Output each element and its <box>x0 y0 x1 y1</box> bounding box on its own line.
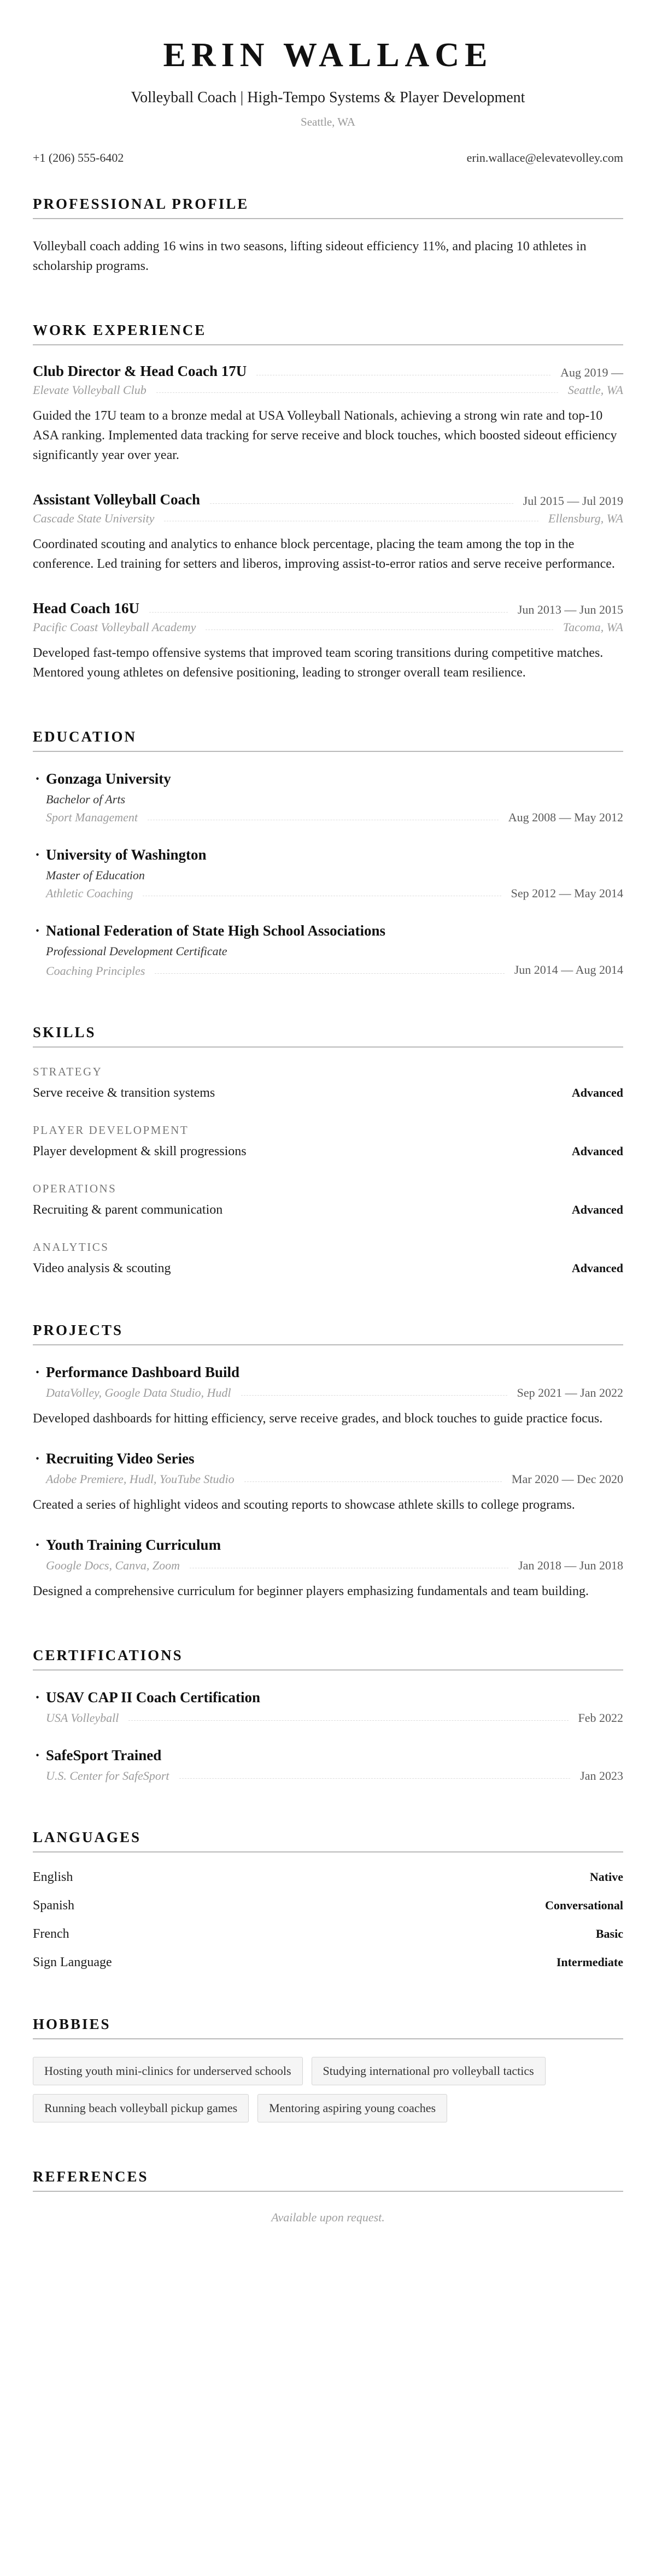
skill-category: PLAYER DEVELOPMENT <box>33 1123 189 1137</box>
project-name: · Performance Dashboard Build <box>33 1363 396 1382</box>
certification-name: · USAV CAP II Coach Certification <box>33 1688 396 1707</box>
skill-level: Advanced <box>571 1144 623 1158</box>
job-title-row <box>33 600 623 617</box>
section-heading-skills: SKILLS <box>33 1024 623 1048</box>
certification-entry <box>33 1688 623 1725</box>
project-description: Created a series of highlight videos and scouting reports to showcase athlete skills to college programs. <box>33 1498 575 1513</box>
profile-summary: Volleyball coach adding 16 wins in two seasons, lifting sideout efficiency 11%, and placing 10 athletes in scholarship programs. <box>33 239 587 273</box>
section-projects <box>33 1322 623 1601</box>
section-heading-hobbies: HOBBIES <box>33 2016 623 2039</box>
education-school: · University of Washington <box>33 845 396 864</box>
skill-group <box>33 1065 623 1101</box>
certification-issuer: USA Volleyball <box>46 1711 119 1725</box>
job-location: Seattle, WA <box>567 383 623 397</box>
language-name: Sign Language <box>33 1955 112 1970</box>
education-date: Aug 2008 — May 2012 <box>508 810 623 825</box>
education-date: Sep 2012 — May 2014 <box>511 886 623 901</box>
language-row <box>33 1898 623 1913</box>
job-date: Aug 2019 — <box>560 366 623 379</box>
project-description: Developed dashboards for hitting efficiency, serve receive grades, and block touches to guide practice focus. <box>33 1411 603 1426</box>
job-location: Tacoma, WA <box>563 620 623 634</box>
project-date: Jan 2018 — Jun 2018 <box>518 1558 623 1573</box>
hobby-chip: Hosting youth mini-clinics for underserved schools <box>33 2057 303 2085</box>
job-description: Developed fast-tempo offensive systems that improved team scoring transitions during competitive matches. Mentored young athletes on defensive positioning, leading to stronger overall team resilience. <box>33 646 604 680</box>
skill-name: Video analysis & scouting <box>33 1261 171 1275</box>
skill-category: OPERATIONS <box>33 1181 117 1195</box>
section-heading-projects: PROJECTS <box>33 1322 623 1345</box>
project-name: · Recruiting Video Series <box>33 1449 396 1468</box>
resume-title: Volleyball Coach | High-Tempo Systems & Player Development <box>131 89 525 106</box>
project-meta-row <box>33 1472 623 1486</box>
email-address: erin.wallace@elevatevolley.com <box>466 151 623 164</box>
section-heading-certifications: CERTIFICATIONS <box>33 1647 623 1671</box>
project-description: Designed a comprehensive curriculum for beginner players emphasizing fundamentals and team building. <box>33 1584 589 1599</box>
hobby-chip: Running beach volleyball pickup games <box>33 2094 249 2122</box>
dotted-leader <box>179 1778 571 1779</box>
project-meta-row <box>33 1558 623 1573</box>
skill-category: ANALYTICS <box>33 1240 109 1254</box>
job-title: Assistant Volleyball Coach <box>33 491 201 508</box>
contact-row <box>33 151 623 165</box>
project-date: Sep 2021 — Jan 2022 <box>517 1385 623 1399</box>
section-heading-references: REFERENCES <box>33 2168 623 2192</box>
language-row <box>33 1955 623 1970</box>
job-company: Elevate Volleyball Club <box>33 383 147 397</box>
language-row <box>33 1927 623 1942</box>
project-meta-row <box>33 1386 623 1400</box>
hobby-chip-list <box>33 2057 623 2122</box>
education-field-row <box>33 886 623 901</box>
language-level: Basic <box>595 1927 623 1941</box>
language-level: Native <box>589 1870 623 1884</box>
language-name: English <box>33 1870 73 1885</box>
hobby-chip: Mentoring aspiring young coaches <box>257 2094 447 2122</box>
job-title-row <box>33 363 623 380</box>
project-tools: Adobe Premiere, Hudl, YouTube Studio <box>46 1472 235 1486</box>
section-work-experience <box>33 322 623 683</box>
section-certifications <box>33 1647 623 1783</box>
job-entry <box>33 600 623 683</box>
project-tools: DataVolley, Google Data Studio, Hudl <box>46 1385 231 1399</box>
education-field: Sport Management <box>46 810 138 825</box>
dotted-leader <box>244 1481 502 1482</box>
job-title: Club Director & Head Coach 17U <box>33 363 247 379</box>
project-entry <box>33 1449 623 1515</box>
section-heading-languages: LANGUAGES <box>33 1829 623 1852</box>
education-entry <box>33 921 623 978</box>
education-field: Coaching Principles <box>46 963 145 978</box>
skill-name: Serve receive & transition systems <box>33 1085 215 1100</box>
education-field-row <box>33 810 623 825</box>
section-languages <box>33 1829 623 1970</box>
language-name: French <box>33 1927 69 1942</box>
section-education <box>33 728 623 978</box>
job-date: Jun 2013 — Jun 2015 <box>517 603 623 616</box>
skill-level: Advanced <box>571 1085 623 1099</box>
language-row <box>33 1870 623 1885</box>
skill-category: STRATEGY <box>33 1064 103 1078</box>
language-name: Spanish <box>33 1898 75 1913</box>
language-level: Intermediate <box>556 1955 623 1969</box>
skill-group <box>33 1240 623 1276</box>
project-tools: Google Docs, Canva, Zoom <box>46 1558 180 1573</box>
skill-name: Recruiting & parent communication <box>33 1202 223 1217</box>
job-location: Ellensburg, WA <box>548 511 623 525</box>
skill-row <box>33 1261 623 1276</box>
resume-name: ERIN WALLACE <box>163 37 493 74</box>
section-professional-profile <box>33 196 623 276</box>
skill-level: Advanced <box>571 1261 623 1275</box>
job-title: Head Coach 16U <box>33 600 139 616</box>
job-title-row <box>33 491 623 508</box>
job-meta-row <box>33 383 623 397</box>
project-date: Mar 2020 — Dec 2020 <box>511 1472 623 1486</box>
hobby-chip: Studying international pro volleyball tactics <box>312 2057 546 2085</box>
job-entry <box>33 363 623 465</box>
certification-date: Feb 2022 <box>578 1711 623 1725</box>
section-hobbies <box>33 2016 623 2122</box>
job-meta-row <box>33 620 623 634</box>
skill-group <box>33 1182 623 1218</box>
skill-row <box>33 1144 623 1159</box>
section-heading-experience: WORK EXPERIENCE <box>33 322 623 345</box>
certification-entry <box>33 1746 623 1783</box>
skill-name: Player development & skill progressions <box>33 1144 247 1158</box>
education-date: Jun 2014 — Aug 2014 <box>514 963 623 977</box>
certification-name: · SafeSport Trained <box>33 1746 396 1765</box>
education-field: Athletic Coaching <box>46 886 133 901</box>
job-description: Guided the 17U team to a bronze medal at USA Volleyball Nationals, achieving a strong win rate and top-10 ASA ranking. Implemented data tracking for serve receive and block touches, which boosted sideout efficiency significantly year over year. <box>33 409 617 462</box>
certification-meta-row <box>33 1769 623 1783</box>
references-note: Available upon request. <box>271 2210 385 2225</box>
skill-row <box>33 1203 623 1218</box>
project-name: · Youth Training Curriculum <box>33 1536 396 1555</box>
education-field-row <box>33 962 623 978</box>
skill-level: Advanced <box>571 1202 623 1216</box>
job-date: Jul 2015 — Jul 2019 <box>523 494 623 508</box>
education-entry <box>33 845 623 901</box>
resume-location: Seattle, WA <box>301 115 355 128</box>
education-entry <box>33 769 623 825</box>
education-degree: Bachelor of Arts <box>46 792 126 807</box>
education-school: · Gonzaga University <box>33 769 396 789</box>
section-heading-education: EDUCATION <box>33 728 623 752</box>
language-level: Conversational <box>545 1898 623 1913</box>
education-degree: Master of Education <box>46 868 145 883</box>
job-meta-row <box>33 511 623 526</box>
section-skills <box>33 1024 623 1276</box>
certification-issuer: U.S. Center for SafeSport <box>46 1769 169 1783</box>
dotted-leader <box>210 503 513 504</box>
certification-meta-row <box>33 1711 623 1725</box>
dotted-leader <box>149 612 508 613</box>
section-references <box>33 2168 623 2225</box>
project-entry <box>33 1536 623 1601</box>
dotted-leader <box>128 1720 568 1721</box>
dotted-leader <box>241 1395 507 1396</box>
job-entry <box>33 491 623 574</box>
job-company: Cascade State University <box>33 511 155 525</box>
job-description: Coordinated scouting and analytics to enhance block percentage, placing the team among the top in the conference. Led training for setters and liberos, improving assist-to-error ratios and serve receive performance. <box>33 537 615 571</box>
dotted-leader <box>156 392 558 393</box>
education-school: · National Federation of State High School Associations <box>33 921 396 940</box>
phone-number: +1 (206) 555-6402 <box>33 151 124 164</box>
skill-row <box>33 1086 623 1101</box>
dotted-leader <box>155 973 504 974</box>
skill-group <box>33 1124 623 1159</box>
project-entry <box>33 1363 623 1428</box>
section-heading-profile: PROFESSIONAL PROFILE <box>33 196 623 219</box>
job-company: Pacific Coast Volleyball Academy <box>33 620 196 634</box>
education-degree: Professional Development Certificate <box>46 944 227 958</box>
certification-date: Jan 2023 <box>580 1769 623 1783</box>
